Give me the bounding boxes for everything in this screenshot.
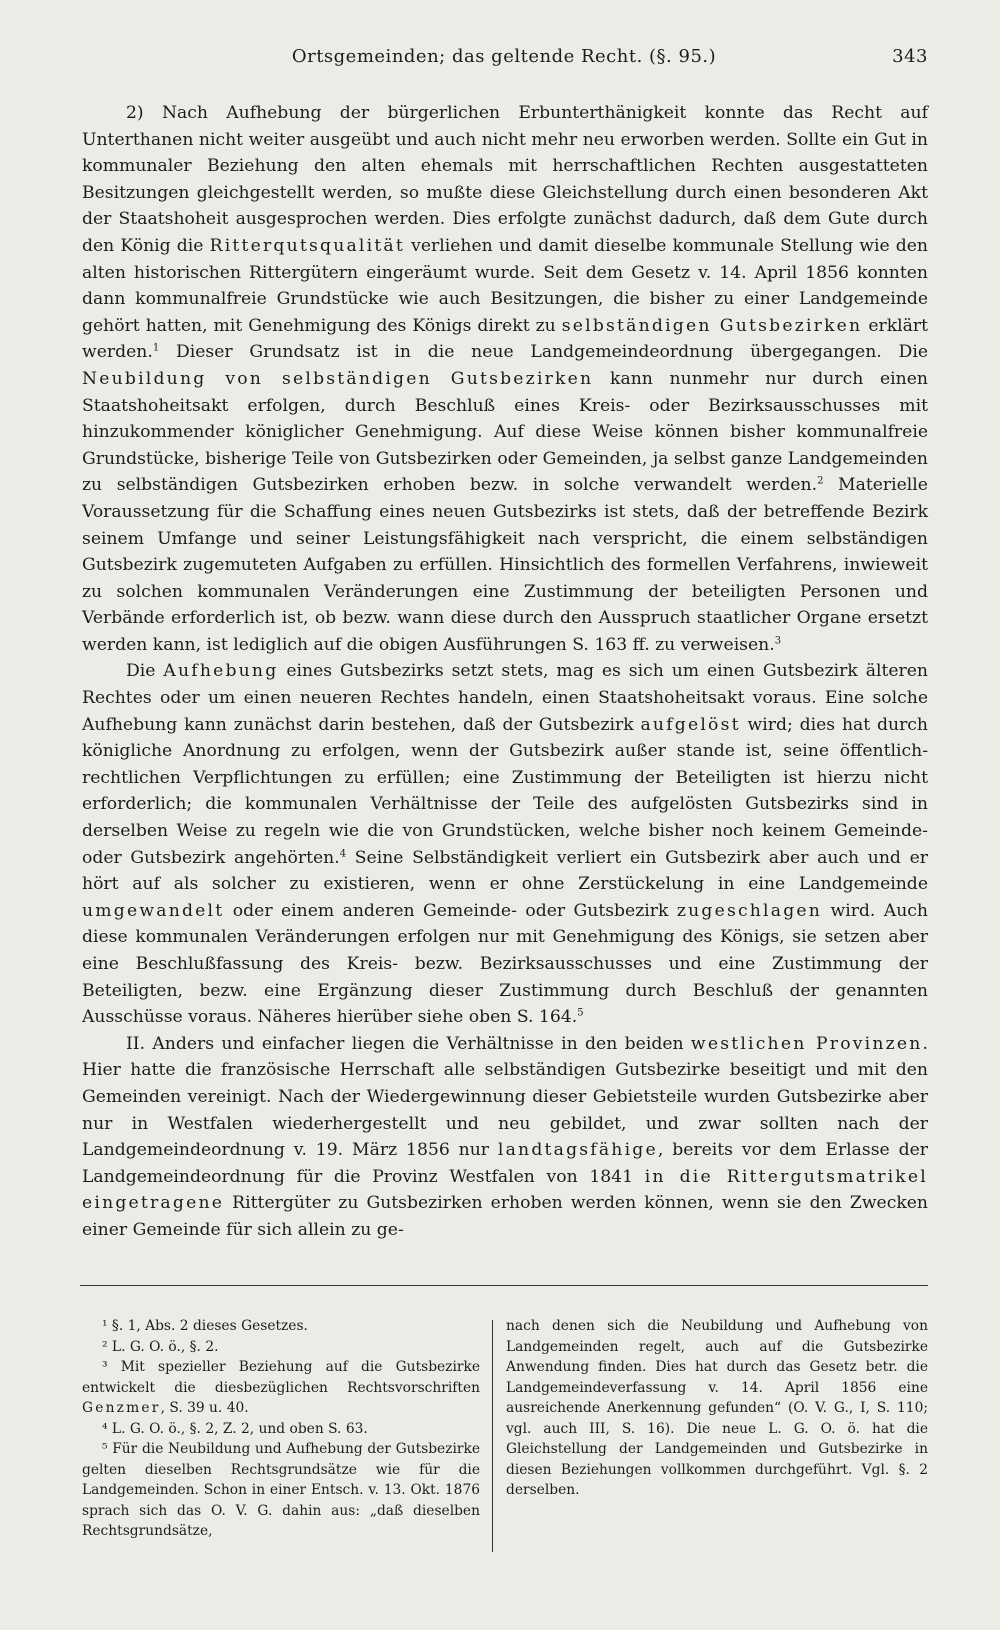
text-run: 2) Nach Aufhebung der bürgerlichen Erbunterthänigkeit konnte das Recht auf Unterthanen nicht weiter ausgeübt und auch nicht mehr neu erworben werden. Sollte ein Gut in kommunaler Beziehung den alten ehemals mit herrschaftlichen Rechten ausgestatteten Besitzungen gleichgestellt werden, so mußte diese Gleichstellung durch einen besonderen Akt der Staatshoheit ausgesprochen werden. Dies erfolgte zunächst dadurch, daß dem Gute durch den König die xyxy=(82,103,928,256)
footnote-3 xyxy=(82,1357,480,1419)
spaced-emphasis: westlichen Provinzen xyxy=(690,1033,923,1054)
text-run: erklärt werden. xyxy=(82,315,928,363)
text-run: verliehen und damit dieselbe kommunale Stellung wie den alten historischen Rittergütern eingeräumt wurde. Seit dem Gesetz v. 14. April 1856 konnten dann kommunalfreie Grundstücke wie auch Besitzungen, die bisher zu einer Landgemeinde gehört hatten, mit Genehmigung des Königs direkt zu xyxy=(82,235,928,336)
footnote-1: ¹ §. 1, Abs. 2 dieses Gesetzes. xyxy=(102,1318,308,1334)
text-run: Dieser Grundsatz ist in die neue Landgemeindeordnung übergegangen. Die xyxy=(159,342,928,363)
footnote-4: ⁴ L. G. O. ö., §. 2, Z. 2, und oben S. 63. xyxy=(102,1420,368,1437)
text-run: Die xyxy=(126,661,164,682)
footnote-5-continued: nach denen sich die Neubildung und Aufhebung von Landgemeinden regelt, auch auf die Gutsbezirke Anwendung finden. Dies hat durch das Gesetz betr. die Landgemeindeverfassung v. 14. April 1856 eine ausreichende Anerkennung gefunden“ (O. V. G., I, S. 110; vgl. auch III, S. 16). Die neue L. G. O. ö. hat die Gleichstellung der Landgemeinden und Gutsbezirke in diesen Beziehungen vollkommen durchgeführt. Vgl. §. 2 derselben. xyxy=(506,1318,928,1498)
footnote-5: ⁵ Für die Neubildung und Aufhebung der Gutsbezirke gelten dieselben Rechtsgrundsätze wie für die Landgemeinden. Schon in einer Entsch. v. 13. Okt. 1876 sprach sich das O. V. G. dahin aus: „daß dieselben Rechtsgrundsätze, xyxy=(82,1441,480,1539)
text-run: Seine Selbständigkeit verliert ein Gutsbezirk aber auch und er hört auf als solcher zu existieren, wenn er ohne Zerstückelung in eine Landgemeinde xyxy=(82,847,928,895)
text-run: eines Gutsbezirks setzt stets, mag es sich um einen Gutsbezirk älteren Rechtes oder um einen neueren Rechtes handeln, einen Staatshoheitsakt voraus. Eine solche Aufhebung kann zunächst darin bestehen, daß der Gutsbezirk xyxy=(82,661,928,735)
page-number: 343 xyxy=(892,46,928,67)
text-run: kann nunmehr nur durch einen Staatshoheitsakt erfolgen, durch Beschluß eines Kreis- oder Bezirksausschusses mit hinzukommender königlicher Genehmigung. Auf diese Weise können bisher kommunalfreie Grundstücke, bisherige Teile von Gutsbezirken oder Gemeinden, ja selbst ganze Landgemeinden zu selbständigen Gutsbezirken erhoben bezw. in solche verwandelt werden. xyxy=(82,368,928,496)
footnotes-left-column xyxy=(82,1316,480,1542)
spaced-emphasis: in die Rittergutsmatrikel eingetragene xyxy=(82,1166,928,1214)
text-run: ³ Mit spezieller Beziehung auf die Gutsbezirke entwickelt die diesbezüglichen Rechtsvorschriften xyxy=(82,1359,480,1396)
text-run: . Hier hatte die französische Herrschaft alle selbständigen Gutsbezirke beseitigt und mit den Gemeinden vereinigt. Nach der Wiedergewinnung dieser Gebietsteile wurden Gutsbezirke aber nur in Westfalen wiederhergestellt und neu gebildet, und zwar sollten nach der Landgemeindeordnung v. 19. März 1856 nur xyxy=(82,1033,928,1161)
spaced-emphasis: landtagsfähige xyxy=(497,1140,658,1161)
footnote-2: ² L. G. O. ö., §. 2. xyxy=(102,1338,219,1355)
spaced-emphasis: Aufhebung xyxy=(163,661,279,682)
footnotes-right-column xyxy=(506,1316,928,1501)
spaced-emphasis: Genzmer xyxy=(82,1400,161,1416)
text-run: Materielle Voraussetzung für die Schaffung eines neuen Gutsbezirks ist stets, daß der betreffende Bezirk seinem Umfange und seiner Leistungsfähigkeit nach verspricht, die einem selbständigen Gutsbezirk zugemuteten Aufgaben zu erfüllen. Hinsichtlich des formellen Verfahrens, inwieweit zu solchen kommunalen Veränderungen eine Zustimmung der beteiligten Personen und Verbände erforderlich ist, ob bezw. wann diese durch den Ausspruch staatlicher Organe ersetzt werden kann, ist lediglich auf die obigen Ausführungen S. 163 ff. zu verweisen. xyxy=(82,475,928,655)
spaced-emphasis: Neubildung von selbständigen Gutsbezirken xyxy=(82,368,594,389)
text-run: oder einem anderen Gemeinde- oder Gutsbezirk xyxy=(224,900,677,921)
paragraph-section-ii xyxy=(82,1031,928,1244)
footnote-ref-3: 3 xyxy=(774,635,782,647)
paragraph-aufhebung xyxy=(82,658,928,1030)
text-run: , bereits vor dem Erlasse der Landgemeindeordnung für die Provinz Westfalen von 1841 xyxy=(82,1140,928,1187)
text-run: wird. Auch diese kommunalen Veränderungen erfolgen nur mit Genehmigung des Königs, sie setzen aber eine Beschlußfassung des Kreis- bezw. Bezirksausschusses und eine Zustimmung der Beteiligten, bezw. eine Ergänzung dieser Zustimmung durch Beschluß der genannten Ausschüsse voraus. Näheres hierüber siehe oben S. 164. xyxy=(82,900,928,1028)
spaced-emphasis: zugeschlagen xyxy=(676,900,823,921)
footnote-column-divider xyxy=(492,1320,493,1552)
footnote-ref-5: 5 xyxy=(577,1007,584,1019)
footnote-separator xyxy=(80,1285,928,1286)
text-run: Rittergüter zu Gutsbezirken erhoben werden können, wenn sie den Zwecken einer Gemeinde für sich allein zu ge- xyxy=(82,1193,928,1240)
main-text xyxy=(82,100,928,1244)
text-run: , S. 39 u. 40. xyxy=(160,1400,249,1416)
spaced-emphasis: aufgelöst xyxy=(640,714,741,735)
footnote-ref-1: 1 xyxy=(152,342,160,354)
footnote-ref-4: 4 xyxy=(339,847,347,859)
footnote-ref-2: 2 xyxy=(817,475,824,487)
text-run: II. Anders und einfacher liegen die Verhältnisse in den beiden xyxy=(126,1033,691,1054)
text-run: wird; dies hat durch königliche Anordnung zu erfolgen, wenn der Gutsbezirk außer stande ist, seine öffentlich-rechtlichen Verpflichtungen zu erfüllen; eine Zustimmung der Beteiligten ist hierzu nicht erforderlich; die kommunalen Verhältnisse der Teile des aufgelösten Gutsbezirks sind in derselben Weise zu regeln wie die von Grundstücken, welche bisher noch keinem Gemeinde- oder Gutsbezirk angehörten. xyxy=(82,714,928,868)
running-title: Ortsgemeinden; das geltende Recht. (§. 95.) xyxy=(291,46,717,67)
running-header xyxy=(80,46,928,76)
spaced-emphasis: umgewandelt xyxy=(82,900,225,921)
spaced-emphasis: Ritterqutsqualität xyxy=(209,235,405,256)
spaced-emphasis: selbständigen Gutsbezirken xyxy=(561,315,863,336)
paragraph-2 xyxy=(82,100,928,658)
